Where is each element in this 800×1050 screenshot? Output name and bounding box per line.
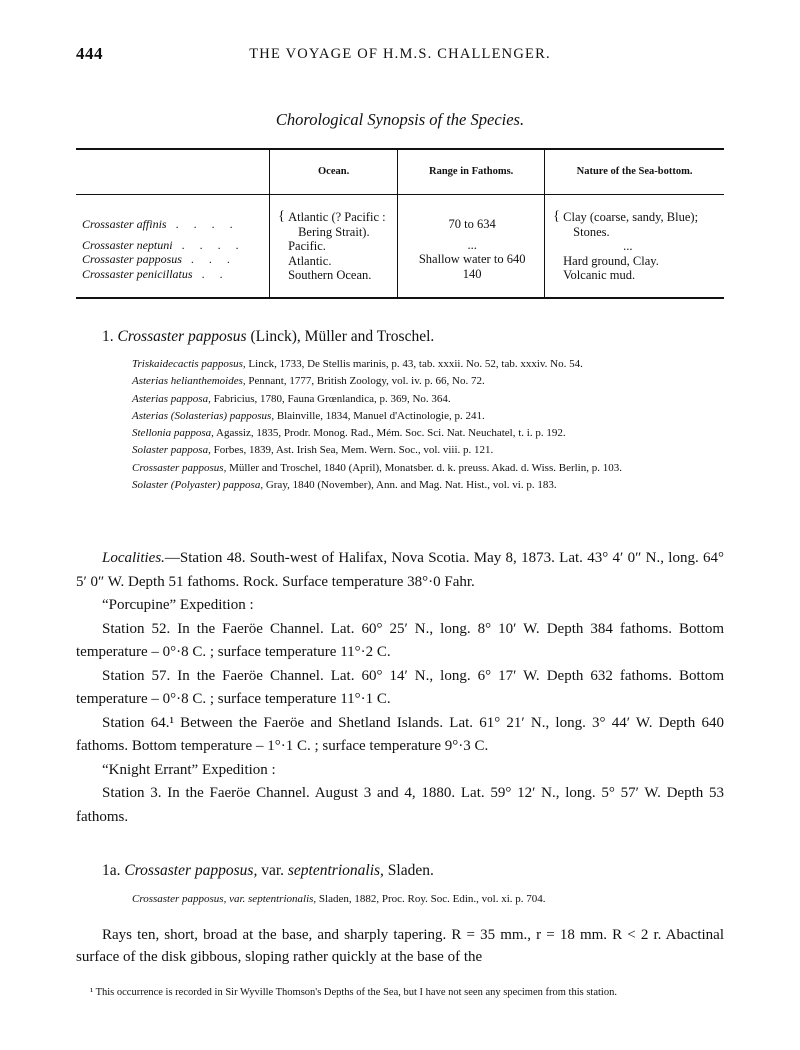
header-range: Range in Fathoms. [398,149,545,195]
variety-var: var. [261,862,285,879]
nature-cell: Hard ground, Clay. [563,253,659,268]
localities-paragraph: “Knight Errant” Expedition : [102,761,276,778]
synopsis-table [76,148,724,299]
ocean-cell: { Atlantic (? Pacific : [278,209,386,224]
synopsis-body-row [76,195,724,298]
header-ocean: Ocean. [270,149,398,195]
ocean-cell: Atlantic. [288,253,332,268]
species-column [76,195,270,298]
synonymy-list [132,356,724,494]
localities-label: Localities. [102,550,165,566]
synonym-entry: Asterias helianthemoides, Pennant, 1777, British Zoology, vol. iv. p. 66, No. 72. [132,375,485,388]
species-neptuni: Crossaster neptuni . . . . [82,237,245,252]
localities-section [76,547,724,829]
localities-paragraph: Station 3. In the Faeröe Channel. August 3 and 4, 1880. Lat. 59° 12′ N., long. 5° 57′ W. Depth 53 fathoms. [76,785,724,825]
nature-cell: ... [623,239,633,253]
variety-species-name: Crossaster papposus, [124,862,258,879]
synopsis-title: Chorological Synopsis of the Species. [275,110,525,129]
running-title: THE VOYAGE OF H.M.S. CHALLENGER. [249,46,551,62]
brace-icon: { [553,209,560,224]
synonym-entry: Stellonia papposa, Agassiz, 1835, Prodr. Monog. Rad., Mém. Soc. Sci. Nat. Neuchatel, t. i. p. 192. [132,427,566,440]
localities-paragraph: Station 52. In the Faeröe Channel. Lat. 60° 25′ N., long. 8° 10′ W. Depth 384 fathoms. Bottom temperature – 0°·8 C. ; surface temperature 11°·2 C. [76,620,724,660]
localities-paragraph: “Porcupine” Expedition : [102,597,254,613]
synonym-entry: Solaster papposa, Forbes, 1839, Ast. Irish Sea, Mem. Wern. Soc., vol. viii. p. 121. [132,444,494,457]
nature-cell: { Clay (coarse, sandy, Blue); [553,209,699,224]
nature-column [545,195,724,298]
species-heading [102,328,434,346]
range-cell: ... [467,237,477,252]
localities-paragraph: Station 64.¹ Between the Faeröe and Shetland Islands. Lat. 61° 21′ N., long. 3° 44′ W. Depth 640 fathoms. Bottom temperature – 1°·1 C. ; surface temperature 9°·3 C. [76,714,724,754]
ocean-cell: Pacific. [288,239,326,253]
variety-authority: Sladen. [387,862,434,879]
variety-heading [102,862,434,880]
synonym-entry: Asterias papposa, Fabricius, 1780, Fauna Grœnlandica, p. 369, No. 364. [132,392,451,405]
species-number: 1. [102,328,114,345]
footnote [76,984,724,1001]
synopsis-header-row [76,149,724,195]
brace-icon: { [278,209,285,224]
footnote-text: ¹ This occurrence is recorded in Sir Wyville Thomson's Depths of the Sea, but I have not seen any specimen from this station. [90,987,617,998]
ocean-cell: Bering Strait). [298,224,370,239]
species-affinis: Crossaster affinis . . . . [82,217,239,231]
range-column [398,195,545,298]
nature-cell: Volcanic mud. [563,268,636,282]
header-species [76,149,270,195]
synonym-entry: Asterias (Solasterias) papposus, Blainville, 1834, Manuel d'Actinologie, p. 241. [132,409,485,422]
species-papposus: Crossaster papposus . . . [82,252,236,266]
ocean-cell: Southern Ocean. [288,268,372,282]
localities-paragraph: Station 57. In the Faeröe Channel. Lat. 60° 14′ N., long. 6° 17′ W. Depth 632 fathoms. Bottom temperature – 0°·8 C. ; surface temperature 11°·1 C. [76,667,724,707]
range-cell: 140 [462,266,482,281]
synonym-entry: Crossaster papposus, Müller and Troschel, 1840 (April), Monatsber. d. k. preuss. Akad. d. Wiss. Berlin, p. 103. [132,461,622,474]
localities-paragraph: Localities.—Station 48. South-west of Halifax, Nova Scotia. May 8, 1873. Lat. 43° 4′ 0″ N., long. 64° 5′ 0″ W. Depth 51 fathoms. Rock. Surface temperature 38°·0 Fahr. [76,550,724,590]
range-cell: Shallow water to 640 [418,252,526,266]
range-cell: 70 to 634 [448,217,496,231]
variety-number: 1a. [102,862,121,879]
species-name: Crossaster papposus [117,328,247,345]
description-paragraph: Rays ten, short, broad at the base, and sharply tapering. R = 35 mm., r = 18 mm. R < 2 r. Abactinal surface of the disk gibbous, sloping rather quickly at the base of the [76,927,724,965]
species-authority: (Linck), Müller and Troschel. [250,328,435,345]
header-nature: Nature of the Sea-bottom. [545,149,724,195]
description [76,924,724,968]
synonym-entry: Triskaidecactis papposus, Linck, 1733, De Stellis marinis, p. 43, tab. xxxii. No. 52, tab. xxxiv. No. 54. [132,358,583,370]
variety-name: septentrionalis, [287,862,384,879]
page-number: 444 [76,44,103,63]
ocean-column [270,195,398,298]
species-penicillatus: Crossaster penicillatus . . [82,266,229,281]
variety-synonym: Crossaster papposus, var. septentrionalis, Sladen, 1882, Proc. Roy. Soc. Edin., vol. xi. p. 704. [132,893,546,905]
synonym-entry: Solaster (Polyaster) papposa, Gray, 1840 (November), Ann. and Mag. Nat. Hist., vol. vi. p. 183. [132,479,557,492]
running-head [76,44,724,68]
nature-cell: Stones. [573,224,610,239]
